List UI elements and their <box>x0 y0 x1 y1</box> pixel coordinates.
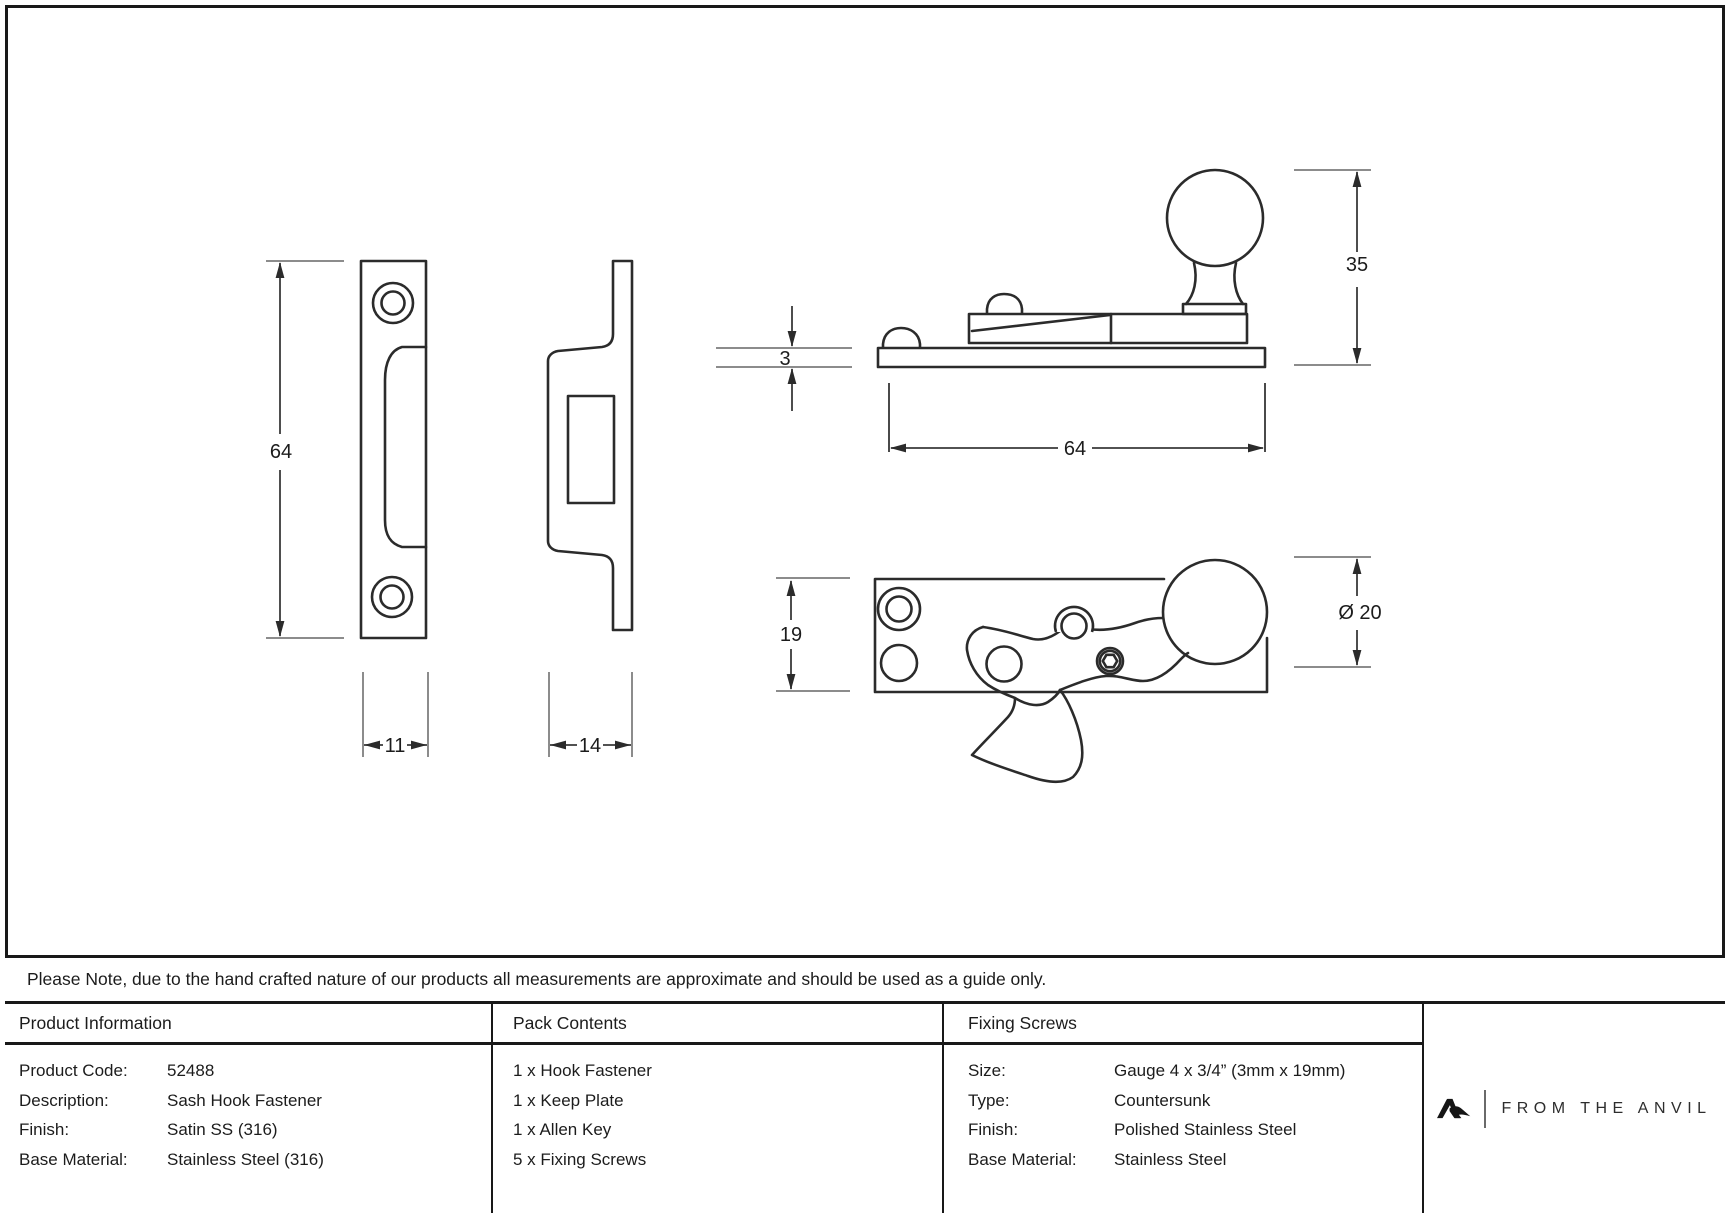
dimension-keep-width <box>363 672 428 757</box>
dimension-label: 64 <box>269 441 293 463</box>
row-value: Countersunk <box>1114 1090 1211 1110</box>
table-row <box>5 1145 491 1175</box>
dimension-fastener-height <box>1294 170 1371 365</box>
dimension-keep-depth <box>549 672 632 757</box>
table-row <box>944 1086 1422 1116</box>
row-value: Gauge 4 x 3/4” (3mm x 19mm) <box>1114 1061 1346 1080</box>
spec-table <box>5 1004 1725 1213</box>
dimension-label: 19 <box>779 624 803 646</box>
list-item: 5 x Fixing Screws <box>513 1149 647 1169</box>
dimension-knob-diameter <box>1294 557 1382 667</box>
table-row <box>944 1056 1422 1086</box>
knob-neck <box>1186 263 1196 304</box>
row-label: Size: <box>968 1061 1006 1080</box>
dimension-label: Ø 20 <box>1338 602 1382 624</box>
table-row <box>5 1086 491 1116</box>
row-value: Stainless Steel (316) <box>167 1149 324 1169</box>
dimension-fastener-length <box>889 383 1265 460</box>
keep-plate-front-view <box>266 261 428 757</box>
row-value: 52488 <box>167 1061 215 1080</box>
brand-column <box>1424 1004 1725 1213</box>
screw-hole <box>881 645 917 681</box>
screw-hole <box>878 588 920 630</box>
wedge-edge <box>972 315 1110 331</box>
row-label: Type: <box>968 1090 1010 1110</box>
fastener-body <box>969 314 1247 343</box>
pivot-hole <box>987 647 1022 682</box>
dimension-plate-thickness <box>716 306 852 411</box>
dimension-keep-height <box>266 261 344 638</box>
note-text: Please Note, due to the hand crafted nature of our products all measurements are approximate and should be used as a guide only. <box>27 969 1047 989</box>
column-header: Pack Contents <box>493 1004 942 1045</box>
screw-head <box>883 328 920 347</box>
row-value: Polished Stainless Steel <box>1114 1120 1297 1139</box>
row-label: Base Material: <box>968 1149 1077 1169</box>
list-item: 1 x Keep Plate <box>513 1090 624 1110</box>
row-value: Stainless Steel <box>1114 1149 1227 1169</box>
knob-ball <box>1163 560 1267 664</box>
product-information-column <box>5 1004 493 1213</box>
brand-logo <box>1437 1090 1711 1128</box>
base-plate <box>878 348 1265 367</box>
fixing-screws-column <box>944 1004 1424 1213</box>
row-label: Finish: <box>968 1120 1019 1139</box>
keep-plate-slot <box>385 347 426 547</box>
brand-divider <box>1484 1090 1486 1128</box>
hook-arm <box>967 627 1082 782</box>
screw-hole <box>373 283 413 323</box>
row-value: Sash Hook Fastener <box>167 1090 322 1110</box>
screw-head <box>987 294 1022 313</box>
measurement-note <box>5 955 1725 1004</box>
list-item: 1 x Hook Fastener <box>513 1061 652 1080</box>
knob-ball <box>1167 170 1263 266</box>
hex-set-screw <box>1097 648 1123 674</box>
dimension-fastener-width <box>776 578 850 691</box>
knob-collar <box>1183 304 1246 314</box>
table-row <box>944 1115 1422 1145</box>
row-label: Description: <box>19 1090 109 1110</box>
row-value: Satin SS (316) <box>167 1120 278 1139</box>
table-row <box>5 1056 491 1086</box>
anvil-logo-icon <box>1437 1098 1471 1119</box>
table-row <box>5 1115 491 1145</box>
column-header: Product Information <box>5 1004 491 1045</box>
pack-contents-column <box>493 1004 944 1213</box>
screw-hole <box>372 577 412 617</box>
fastener-side-view <box>716 170 1371 460</box>
dimension-label: 35 <box>1345 254 1369 276</box>
brand-name: FROM THE ANVIL <box>1501 1099 1712 1117</box>
list-item: 1 x Allen Key <box>513 1120 612 1139</box>
row-label: Product Code: <box>19 1061 128 1080</box>
keep-plate-side-view <box>548 261 632 757</box>
dimension-label: 14 <box>578 735 602 757</box>
column-header: Fixing Screws <box>944 1004 1422 1045</box>
row-label: Base Material: <box>19 1149 128 1169</box>
dimension-label: 3 <box>779 348 791 370</box>
row-label: Finish: <box>19 1120 70 1139</box>
table-row <box>944 1145 1422 1175</box>
dimension-label: 64 <box>1063 438 1087 460</box>
fastener-plan-view <box>776 557 1382 782</box>
dimension-label: 11 <box>384 735 406 757</box>
keep-plate-recess <box>568 396 614 503</box>
